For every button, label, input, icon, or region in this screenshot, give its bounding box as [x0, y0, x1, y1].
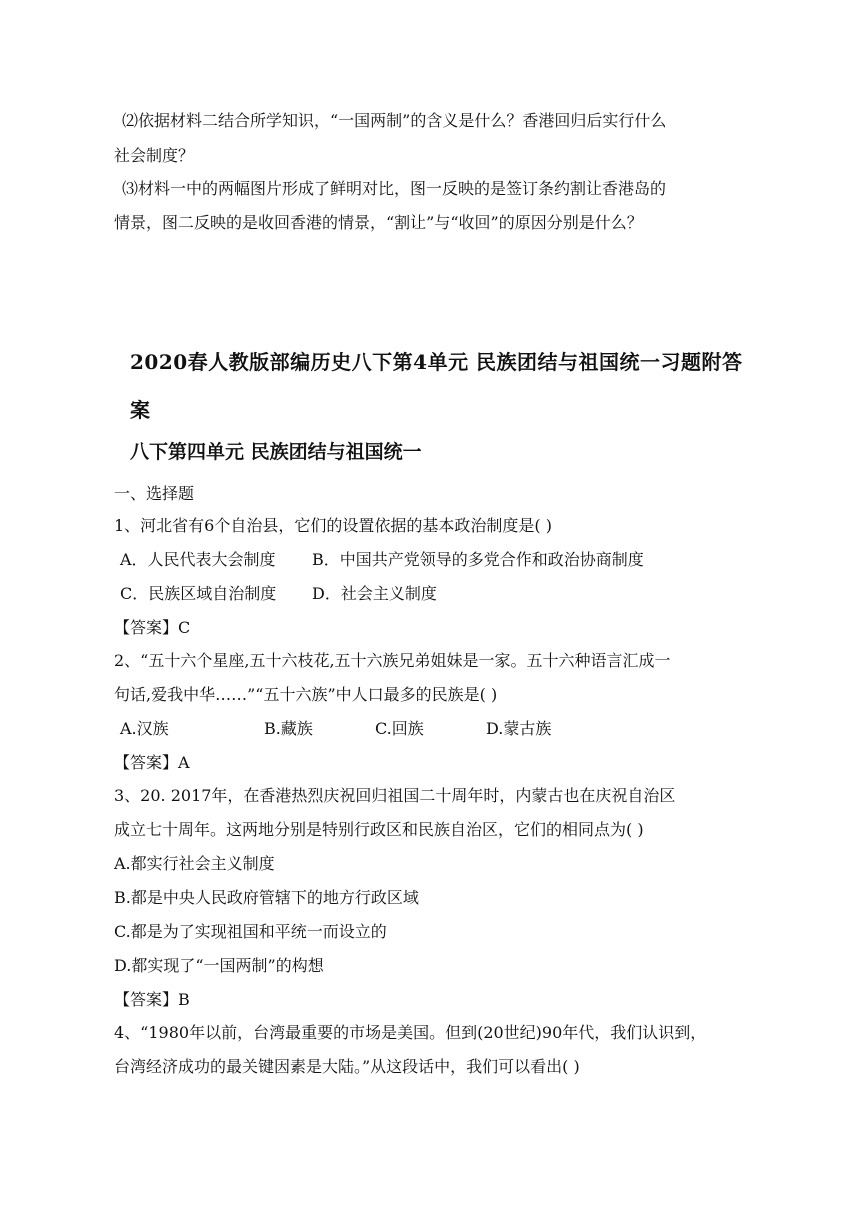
q4-stem-line-1: 4、“1980年以前，台湾最重要的市场是美国。但到(20世纪)90年代，我们认识到， — [114, 1023, 707, 1042]
q3-stem-line-1: 3、20. 2017年，在香港热烈庆祝回归祖国二十周年时，内蒙古也在庆祝自治区 — [114, 786, 676, 805]
q3-option-b: B.都是中央人民政府管辖下的地方行政区域 — [114, 888, 419, 907]
q2-answer: 【答案】A — [114, 753, 190, 772]
q1-stem: 1、河北省有6个自治县，它们的设置依据的基本政治制度是( ) — [114, 516, 552, 535]
q1-options-row-2 — [120, 583, 437, 605]
unit-subtitle: 八下第四单元 民族团结与祖国统一 — [130, 441, 422, 463]
q3-option-d: D.都实现了“一国两制”的构想 — [114, 956, 324, 975]
q2-text-line-1: ⑵依据材料二结合所学知识，“一国两制”的含义是什么？香港回归后实行什么 — [122, 111, 667, 130]
q3-option-a: A.都实行社会主义制度 — [114, 854, 275, 873]
q3-text-line-2: 情景，图二反映的是收回香港的情景，“割让”与“收回”的原因分别是什么？ — [114, 213, 643, 232]
q3-answer: 【答案】B — [114, 990, 190, 1009]
q2-option-b: B.藏族 — [264, 719, 313, 738]
q1-option-c: C．民族区域自治制度 — [120, 584, 277, 603]
q2-stem-line-2: 句话,爱我中华……”“五十六族”中人口最多的民族是( ) — [114, 685, 498, 704]
q1-option-b: B．中国共产党领导的多党合作和政治协商制度 — [312, 550, 644, 569]
q3-option-c: C.都是为了实现祖国和平统一而设立的 — [114, 922, 387, 941]
q1-answer: 【答案】C — [114, 618, 191, 637]
q3-text-line-1: ⑶材料一中的两幅图片形成了鲜明对比，图一反映的是签订条约割让香港岛的 — [122, 179, 667, 198]
q1-options-row-1 — [120, 549, 644, 571]
q4-stem-line-2: 台湾经济成功的最关键因素是大陆。”从这段话中，我们可以看出( ) — [114, 1057, 580, 1076]
q2-option-d: D.蒙古族 — [486, 719, 552, 738]
q2-text-line-2: 社会制度？ — [114, 146, 195, 165]
q2-option-a: A.汉族 — [120, 719, 169, 738]
q2-options — [120, 718, 551, 740]
q1-option-a: A．人民代表大会制度 — [120, 550, 276, 569]
q2-option-c: C.回族 — [375, 719, 424, 738]
q2-stem-line-1: 2、“五十六个星座,五十六枝花,五十六族兄弟姐妹是一家。五十六种语言汇成一 — [114, 651, 671, 670]
document-title-line-1: 2020春人教版部编历史八下第4单元 民族团结与祖国统一习题附答 — [130, 350, 743, 374]
q1-option-d: D．社会主义制度 — [312, 584, 437, 603]
document-title-line-2: 案 — [130, 398, 151, 422]
section-heading: 一、选择题 — [114, 484, 195, 503]
q3-stem-line-2: 成立七十周年。这两地分别是特别行政区和民族自治区，它们的相同点为( ) — [114, 820, 644, 839]
